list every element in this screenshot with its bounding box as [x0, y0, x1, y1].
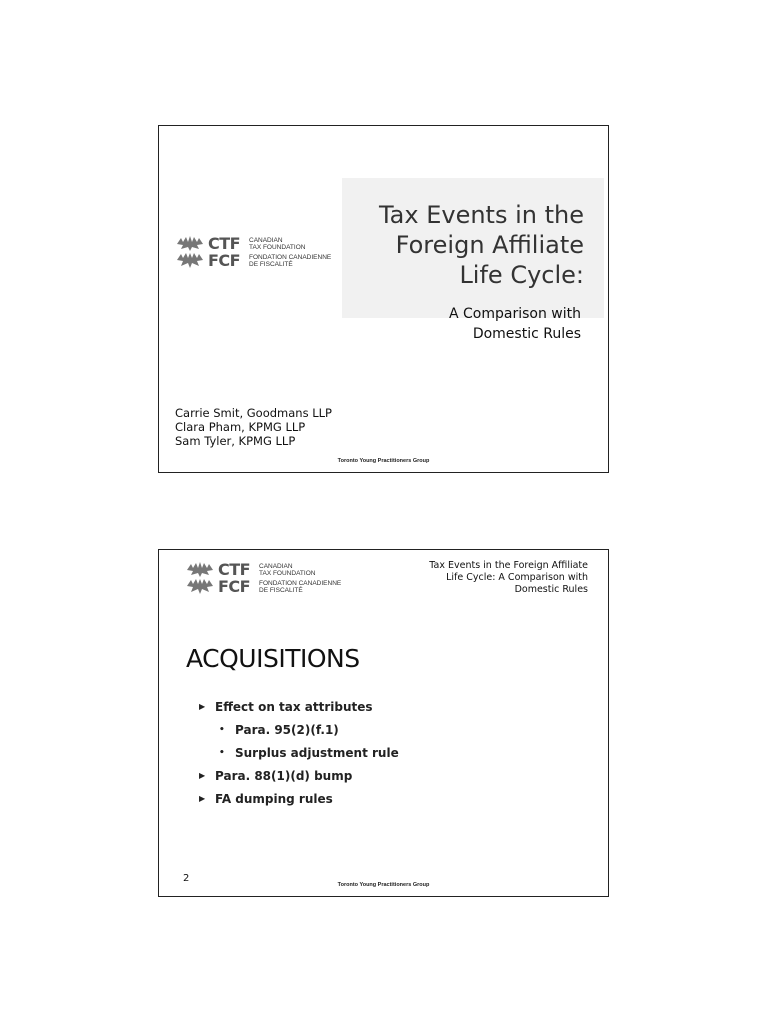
triangle-bullet-icon: ▶	[199, 794, 206, 803]
author-line: Clara Pham, KPMG LLP	[175, 420, 306, 434]
triangle-bullet-icon: ▶	[199, 771, 206, 780]
bullet-text: Surplus adjustment rule	[235, 745, 399, 760]
page-number: 2	[183, 873, 190, 884]
logo-abbr-fr: FCF	[218, 577, 251, 596]
logo-name-fr: FONDATION CANADIENNE DE FISCALITÉ	[259, 579, 342, 594]
logo-abbr-en: CTF	[208, 234, 241, 253]
maple-leaf-icon	[185, 562, 215, 577]
list-item	[199, 718, 399, 741]
slide-title: Tax Events in the Foreign Affiliate Life Cycle:	[378, 201, 584, 289]
slide-1	[158, 125, 609, 473]
maple-leaf-icon	[185, 579, 215, 594]
dot-bullet-icon: •	[219, 747, 225, 758]
bullet-text: FA dumping rules	[215, 791, 333, 806]
author-line: Carrie Smit, Goodmans LLP	[175, 406, 332, 420]
logo-abbr-en: CTF	[218, 560, 251, 579]
bullet-text: Para. 88(1)(d) bump	[215, 768, 353, 783]
list-item	[199, 787, 399, 810]
maple-leaf-icon	[175, 253, 205, 268]
logo-name-en: CANADIAN TAX FOUNDATION	[249, 236, 306, 251]
list-item	[199, 695, 399, 718]
author-line: Sam Tyler, KPMG LLP	[175, 434, 296, 448]
ctf-fcf-logo	[185, 562, 341, 594]
authors-list	[175, 406, 332, 448]
ctf-fcf-logo	[175, 236, 331, 268]
bullet-text: Effect on tax attributes	[215, 699, 373, 714]
list-item	[199, 741, 399, 764]
bullet-text: Para. 95(2)(f.1)	[235, 722, 339, 737]
bullet-list	[199, 695, 399, 810]
slide-footer: Toronto Young Practitioners Group	[337, 458, 430, 464]
slide-footer: Toronto Young Practitioners Group	[337, 882, 430, 888]
dot-bullet-icon: •	[219, 724, 225, 735]
slide-subtitle: A Comparison with Domestic Rules	[448, 306, 581, 342]
maple-leaf-icon	[175, 236, 205, 251]
header-title: Tax Events in the Foreign Affiliate Life Cycle: A Comparison with Domestic Rules	[429, 560, 588, 595]
logo-abbr-fr: FCF	[208, 251, 241, 270]
section-title: ACQUISITIONS	[186, 644, 360, 673]
slide-2	[158, 549, 609, 897]
list-item	[199, 764, 399, 787]
logo-name-fr: FONDATION CANADIENNE DE FISCALITÉ	[249, 253, 332, 268]
logo-name-en: CANADIAN TAX FOUNDATION	[259, 562, 316, 577]
triangle-bullet-icon: ▶	[199, 702, 206, 711]
